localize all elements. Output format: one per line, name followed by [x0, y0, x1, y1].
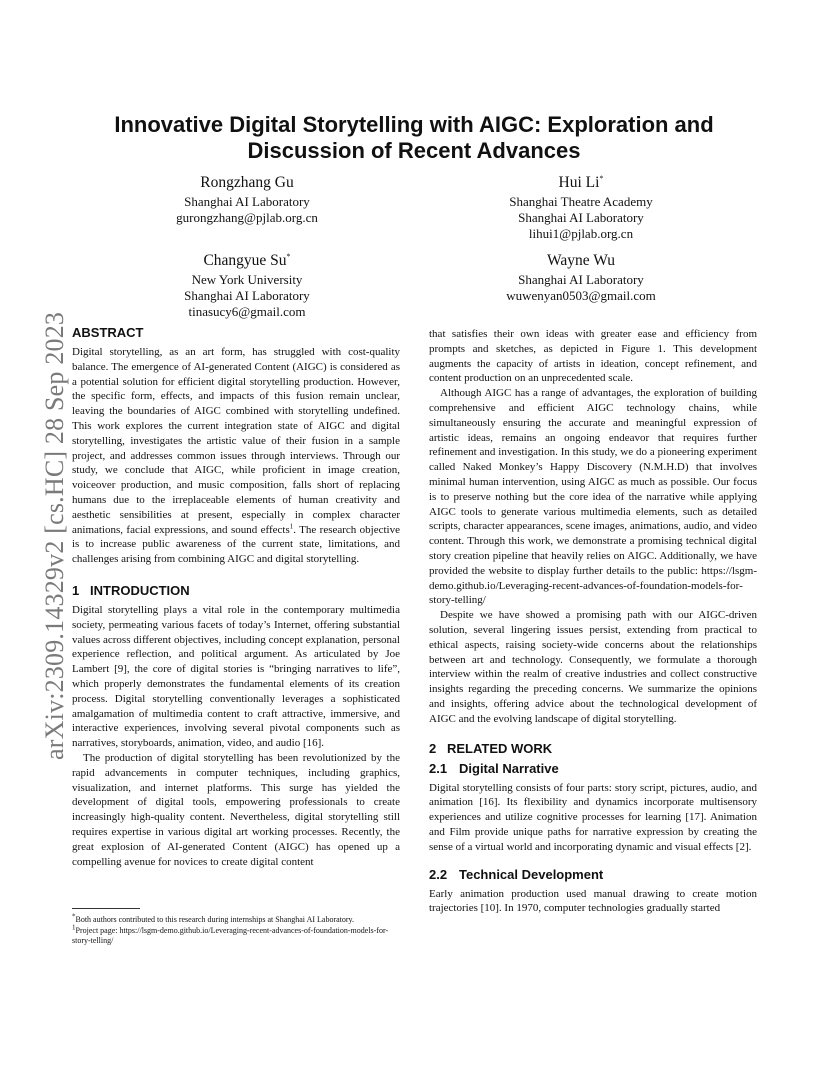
author-name-line [117, 251, 377, 271]
author-block [451, 173, 711, 242]
footnote-mark: 1 [72, 923, 76, 932]
paragraph: Digital storytelling plays a vital role in the contemporary multimedia society, permeating various facets of today’s Internet, offering substantial values across different objectives, including concept explanation, personal experience reflection, and political argument. As articulated by Joe Lambert [9], the core of digital stories is “bringing narratives to life”, which properly demonstrates the fundamental elements of its creation process. Digital storytelling conventionally leverages a sophisticated amalgamation of multimedia content to craft attractive, immersive, and interactive experiences, involving several pivotal components such as narratives, storyboards, animation, video, and audio [16]. [72, 603, 400, 750]
footnote-ref: 1 [289, 521, 294, 530]
author-affiliation: Shanghai AI Laboratory [518, 210, 644, 225]
section-title: RELATED WORK [447, 740, 553, 756]
equal-contribution-mark: * [599, 173, 604, 183]
footnote-text: Both authors contributed to this research during internships at Shanghai AI Laboratory. [75, 915, 355, 924]
paper-title: Innovative Digital Storytelling with AIGC: Exploration and Discussion of Recent Advances [114, 112, 714, 163]
author-affiliation: Shanghai AI Laboratory [518, 272, 644, 287]
abstract-text [72, 345, 400, 567]
subsection-title: Digital Narrative [459, 760, 559, 776]
right-column [429, 327, 757, 916]
author-name-line [451, 173, 711, 193]
paragraph: The production of digital storytelling has been revolutionized by the rapid advancements in computer techniques, including graphics, visualization, and internet platforms. This surge has yielded the development of digital tools, empowering professionals to create increasingly high-quality content. Nevertheless, digital storytelling still requires expertise in various digital art working processes. Recently, the great explosion of AI-generated Content (AIGC) has opened up a compelling avenue for novices to create digital content [72, 751, 400, 868]
section-heading-related-work [429, 741, 757, 757]
footnote [72, 923, 400, 946]
author-block [451, 251, 711, 304]
footnotes [72, 908, 400, 947]
subsection-heading-digital-narrative [429, 761, 757, 777]
author-email: wuwenyan0503@gmail.com [506, 288, 656, 303]
footnote-rule [72, 908, 140, 909]
author-name: Wayne Wu [546, 252, 615, 269]
subsection-heading-technical-development [429, 867, 757, 883]
author-email: lihui1@pjlab.org.cn [528, 226, 634, 241]
author-name: Rongzhang Gu [200, 174, 294, 191]
paragraph: that satisfies their own ideas with greater ease and efficiency from prompts and sketches, as depicted in Figure 1. This development augments the capacity of artists in ideation, concept refinement, and content production on an unprecedented scale. [429, 328, 757, 385]
abstract-text-b: . The research objective is to increase public awareness of the current state, limitations, and challenges arising from combining AIGC and digital storytelling. [72, 523, 400, 566]
subsection-number: 2.2 [429, 866, 448, 882]
paragraph: Early animation production used manual drawing to create motion trajectories [10]. In 1970, computer technologies gradually started [429, 887, 757, 915]
author-affiliation: New York University [191, 272, 303, 287]
paragraph: Although AIGC has a range of advantages, the exploration of building comprehensive and efficient AIGC technology chains, while simultaneously ensuring the accurate and meaningful expression of artistic ideas, remains an ongoing endeavor that requires further refinement and investigation. In this study, we do a pioneering experiment called Naked Monkey’s Happy Discovery (N.M.H.D) that involves minimal human intervention, using AIGC as much as possible. Our focus is to preserve nothing but the core idea of the narrative while applying AIGC tools to generate various multimedia elements, such as detailed scripts, character appearances, scene images, animations, audio, and video content. Through this work, we demonstrate a promising technical digital story creation pipeline that heavily relies on AIGC. Additionally, we have provided the website to display further details to the public: https://lsgm-demo.github.io/Leveraging-recent-advances-of-foundation-models-for-story-telling/ [429, 387, 757, 607]
paragraph: Digital storytelling consists of four parts: story script, pictures, audio, and animation [16]. Its flexibility and dynamics incorporate multisensory experiences and utilize cognitive processes for learning [17]. Animation and Film provide unique paths for narrative expression by creating the sense of a virtual world and incorporating dynamic and visual effects [2]. [429, 781, 757, 853]
footnote-text: Project page: https://lsgm-demo.github.io/Leveraging-recent-advances-of-foundation-models-for-story-telling/ [72, 926, 389, 945]
left-column [72, 325, 400, 869]
footnote [72, 912, 400, 925]
subsection-title: Technical Development [459, 866, 604, 882]
arxiv-stamp [20, 290, 69, 760]
author-email: gurongzhang@pjlab.org.cn [176, 210, 318, 225]
subsection-number: 2.1 [429, 760, 448, 776]
abstract-text-a: Digital storytelling, as an art form, has struggled with cost-quality balance. The emergence of AI-generated Content (AIGC) is considered as a potential solution for efficient digital storytelling production. However, the specific form, effects, and impacts of this fusion remain unclear, leaving the boundaries of AIGC combined with storytelling undefined. This work explores the current integration state of AIGC and digital storytelling, investigates the artistic value of their fusion in a sample project, and addresses common issues through interviews. Through our study, we conclude that AIGC, while proficient in image creation, voiceover production, and music composition, falls short of replacing humans due to the irreplaceable elements of human creativity and aesthetic sensibilities at present, especially in complex character animations, facial expressions, and sound effects [72, 346, 400, 536]
author-name: Hui Li [558, 174, 600, 191]
paragraph: Despite we have showed a promising path with our AIGC-driven solution, several lingering issues persist, extending from practical to ethical aspects, raising society-wide concerns about the relationships between art and technology. Consequently, we formulate a thorough interview within the realm of creative industries and collect constructive insights regarding the preceding concerns. We summarize the opinions and insights, offering advice about the technological development of AIGC and the evolving landscape of digital storytelling. [429, 609, 757, 725]
author-affiliation: Shanghai AI Laboratory [184, 194, 310, 209]
section-number: 2 [429, 740, 437, 756]
author-affiliation: Shanghai Theatre Academy [509, 194, 653, 209]
author-block [117, 173, 377, 226]
section-heading-introduction [72, 583, 400, 599]
author-affiliation: Shanghai AI Laboratory [184, 288, 310, 303]
author-block [117, 251, 377, 320]
equal-contribution-mark: * [286, 251, 291, 261]
footnote-mark: * [72, 912, 76, 921]
abstract-heading: ABSTRACT [72, 325, 144, 340]
author-name: Changyue Su [203, 252, 287, 269]
section-number: 1 [72, 582, 80, 598]
arxiv-stamp-text: arXiv:2309.14329v2 [cs.HC] 28 Sep 2023 [40, 311, 69, 760]
section-title: INTRODUCTION [90, 582, 190, 598]
author-email: tinasucy6@gmail.com [188, 304, 306, 319]
